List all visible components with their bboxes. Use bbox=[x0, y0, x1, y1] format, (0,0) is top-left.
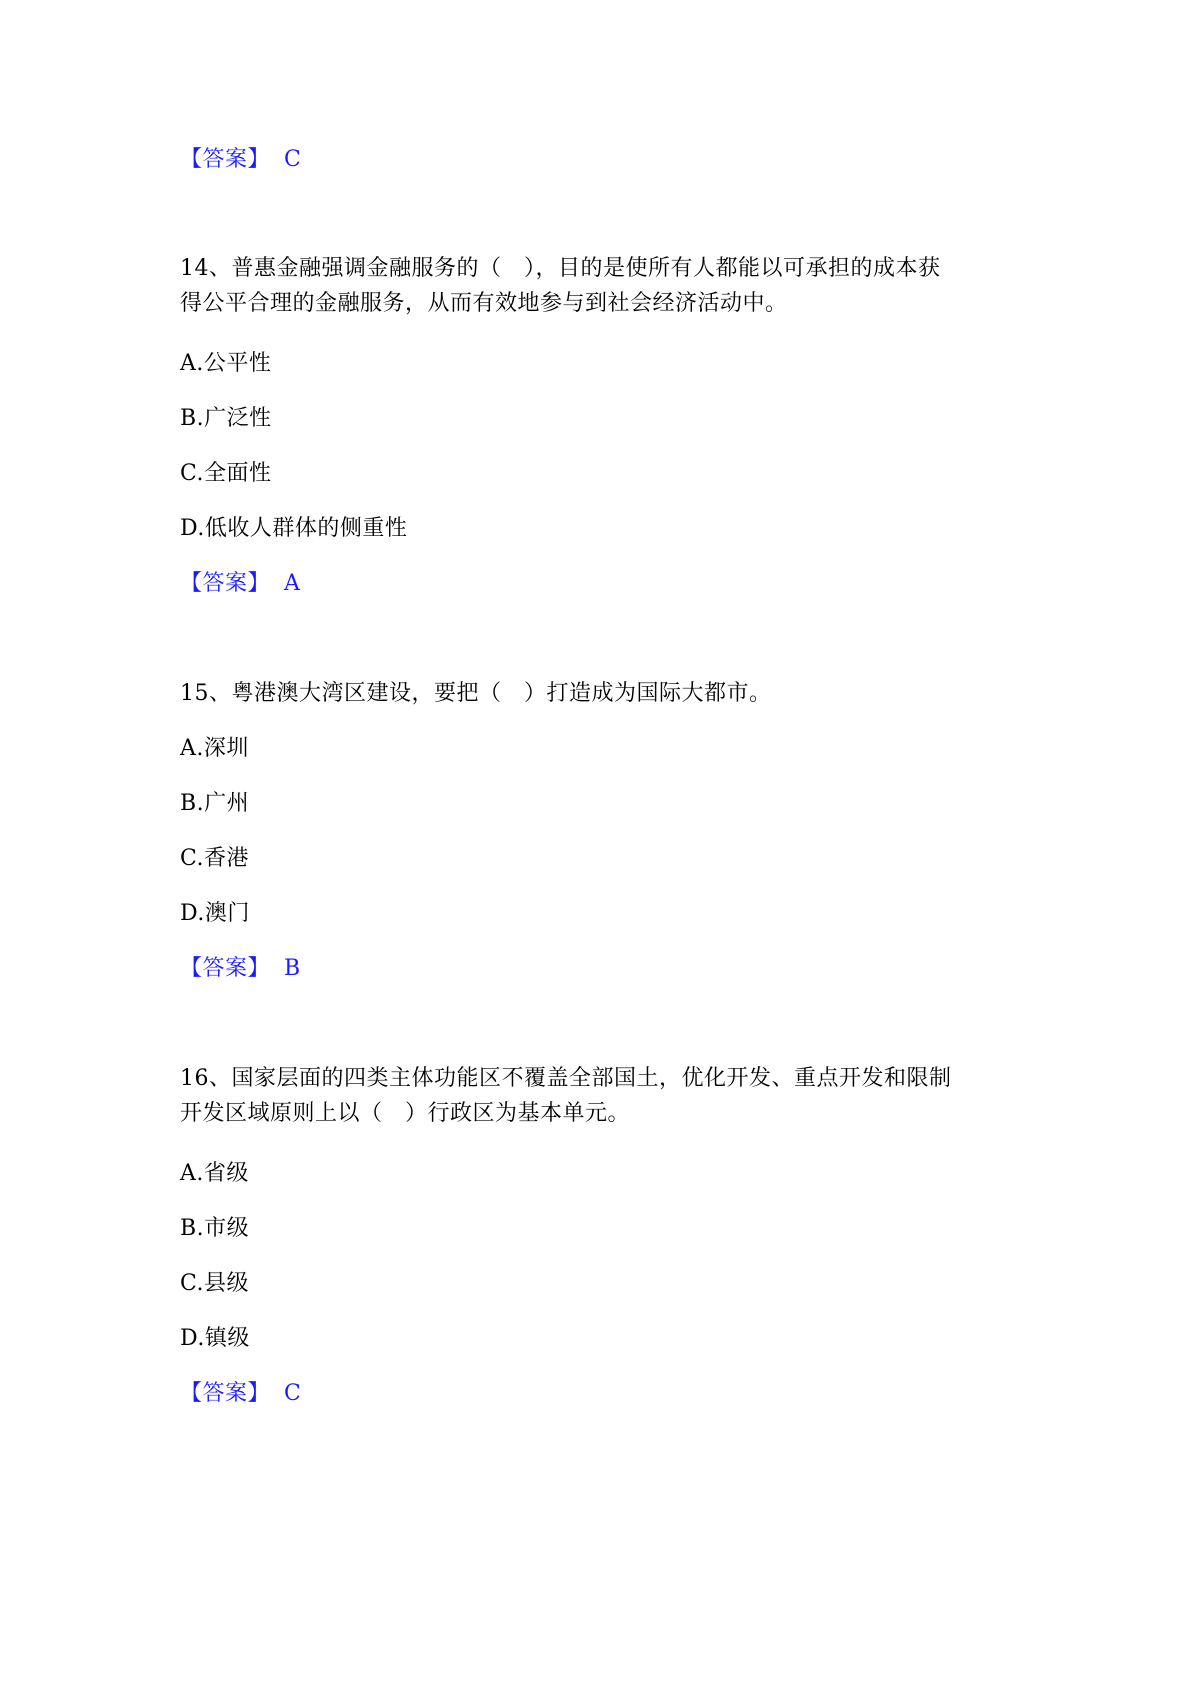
question-16-line-2: 开发区域原则上以（ ）行政区为基本单元。 bbox=[180, 1101, 631, 1126]
answer-letter: B bbox=[284, 956, 301, 981]
question-16-answer bbox=[180, 1377, 301, 1411]
question-15-answer bbox=[180, 952, 301, 986]
question-15-option-c: C.香港 bbox=[180, 846, 250, 871]
question-16-option-d: D.镇级 bbox=[180, 1326, 250, 1351]
question-14-option-a: A.公平性 bbox=[180, 351, 272, 376]
answer-label: 【答案】 bbox=[180, 956, 271, 981]
answer-label: 【答案】 bbox=[180, 1381, 271, 1406]
question-14-line-2: 得公平合理的金融服务，从而有效地参与到社会经济活动中。 bbox=[180, 291, 788, 316]
answer-letter: A bbox=[284, 571, 301, 596]
question-14-option-c: C.全面性 bbox=[180, 461, 272, 486]
question-14-line-1: 14、普惠金融强调金融服务的（ ），目的是使所有人都能以可承担的成本获 bbox=[180, 256, 941, 281]
question-15-option-d: D.澳门 bbox=[180, 901, 250, 926]
answer-letter: C bbox=[284, 1381, 302, 1406]
prev-answer bbox=[180, 143, 301, 177]
question-15-option-a: A.深圳 bbox=[180, 736, 249, 761]
answer-label: 【答案】 bbox=[180, 147, 271, 172]
question-14-option-b: B.广泛性 bbox=[180, 406, 272, 431]
question-16-option-c: C.县级 bbox=[180, 1271, 250, 1296]
answer-letter: C bbox=[284, 147, 302, 172]
question-14-answer bbox=[180, 567, 300, 601]
question-16-option-a: A.省级 bbox=[180, 1161, 249, 1186]
question-16-option-b: B.市级 bbox=[180, 1216, 250, 1241]
answer-label: 【答案】 bbox=[180, 571, 271, 596]
question-15-option-b: B.广州 bbox=[180, 791, 250, 816]
question-16-line-1: 16、国家层面的四类主体功能区不覆盖全部国土，优化开发、重点开发和限制 bbox=[180, 1066, 952, 1091]
question-14-option-d: D.低收人群体的侧重性 bbox=[180, 516, 408, 541]
question-15-line-1: 15、粤港澳大湾区建设，要把（ ）打造成为国际大都市。 bbox=[180, 681, 772, 706]
